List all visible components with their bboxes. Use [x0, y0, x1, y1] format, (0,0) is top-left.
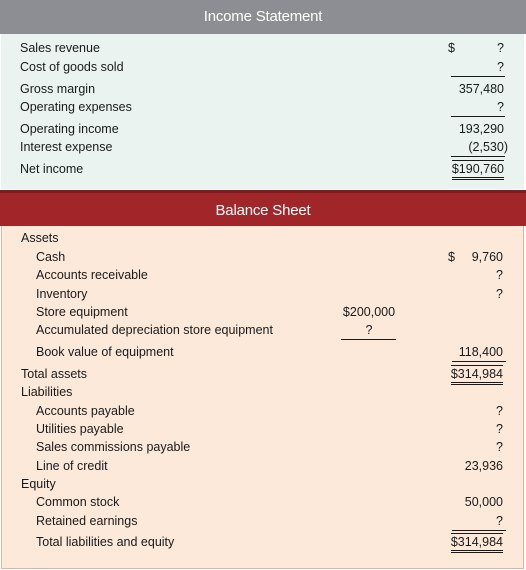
cogs-amount: ? [497, 60, 504, 74]
retained-earnings-amount: ? [496, 514, 503, 528]
retained-earnings-label: Retained earnings [36, 514, 138, 528]
accounts-payable-label: Accounts payable [36, 404, 135, 418]
interest-expense-label: Interest expense [20, 140, 113, 154]
sales-revenue-currency: $ [448, 41, 455, 55]
common-stock-label: Common stock [36, 495, 120, 509]
liabilities-heading: Liabilities [21, 385, 73, 399]
balance-sheet-title: Balance Sheet [0, 190, 526, 226]
income-statement-title: Income Statement [0, 0, 526, 34]
cash-currency: $ [448, 250, 455, 264]
sales-commissions-payable-amount: ? [496, 440, 503, 454]
cogs-label: Cost of goods sold [20, 60, 124, 74]
operating-income-label: Operating income [20, 122, 119, 136]
accounts-receivable-label: Accounts receivable [36, 268, 148, 282]
income-statement-panel [1, 34, 524, 189]
inventory-label: Inventory [36, 287, 88, 301]
net-income-amount: $190,760 [452, 160, 504, 180]
inventory-amount: ? [496, 287, 503, 301]
cogs-underline [451, 76, 505, 77]
accumulated-depreciation-label: Accumulated depreciation store equipment [36, 323, 273, 337]
sales-commissions-payable-label: Sales commissions payable [36, 440, 191, 454]
cash-label: Cash [36, 250, 66, 264]
depreciation-underline [341, 339, 396, 340]
store-equipment-amount: $200,000 [342, 305, 396, 319]
common-stock-amount: 50,000 [464, 495, 503, 509]
accounts-payable-amount: ? [496, 404, 503, 418]
interest-expense-amount: (2,530) [468, 140, 508, 154]
utilities-payable-amount: ? [496, 422, 503, 436]
retained-earnings-underline [452, 530, 506, 531]
sales-revenue-amount: ? [497, 41, 504, 55]
line-of-credit-amount: 23,936 [464, 459, 503, 473]
operating-income-amount: 193,290 [458, 122, 504, 136]
book-value-underline [452, 361, 506, 362]
net-income-label: Net income [20, 162, 84, 176]
book-value-label: Book value of equipment [36, 345, 174, 359]
gross-margin-amount: 357,480 [458, 82, 504, 96]
total-assets-label: Total assets [21, 367, 88, 381]
line-of-credit-label: Line of credit [36, 459, 108, 473]
total-liabilities-equity-amount: $314,984 [451, 533, 503, 553]
utilities-payable-label: Utilities payable [36, 422, 124, 436]
interest-underline [451, 156, 505, 157]
accumulated-depreciation-amount: ? [365, 323, 373, 337]
operating-expenses-label: Operating expenses [20, 100, 132, 114]
sales-revenue-label: Sales revenue [20, 41, 100, 55]
equity-heading: Equity [21, 477, 56, 491]
gross-margin-label: Gross margin [20, 82, 96, 96]
accounts-receivable-amount: ? [496, 268, 503, 282]
operating-expenses-amount: ? [497, 100, 504, 114]
balance-sheet-panel [1, 226, 524, 569]
store-equipment-label: Store equipment [36, 305, 128, 319]
assets-heading: Assets [21, 231, 59, 245]
total-assets-amount: $314,984 [451, 365, 503, 385]
book-value-amount: 118,400 [458, 345, 503, 359]
total-liabilities-equity-label: Total liabilities and equity [36, 535, 175, 549]
cash-amount: 9,760 [471, 250, 503, 264]
opex-underline [451, 116, 505, 117]
